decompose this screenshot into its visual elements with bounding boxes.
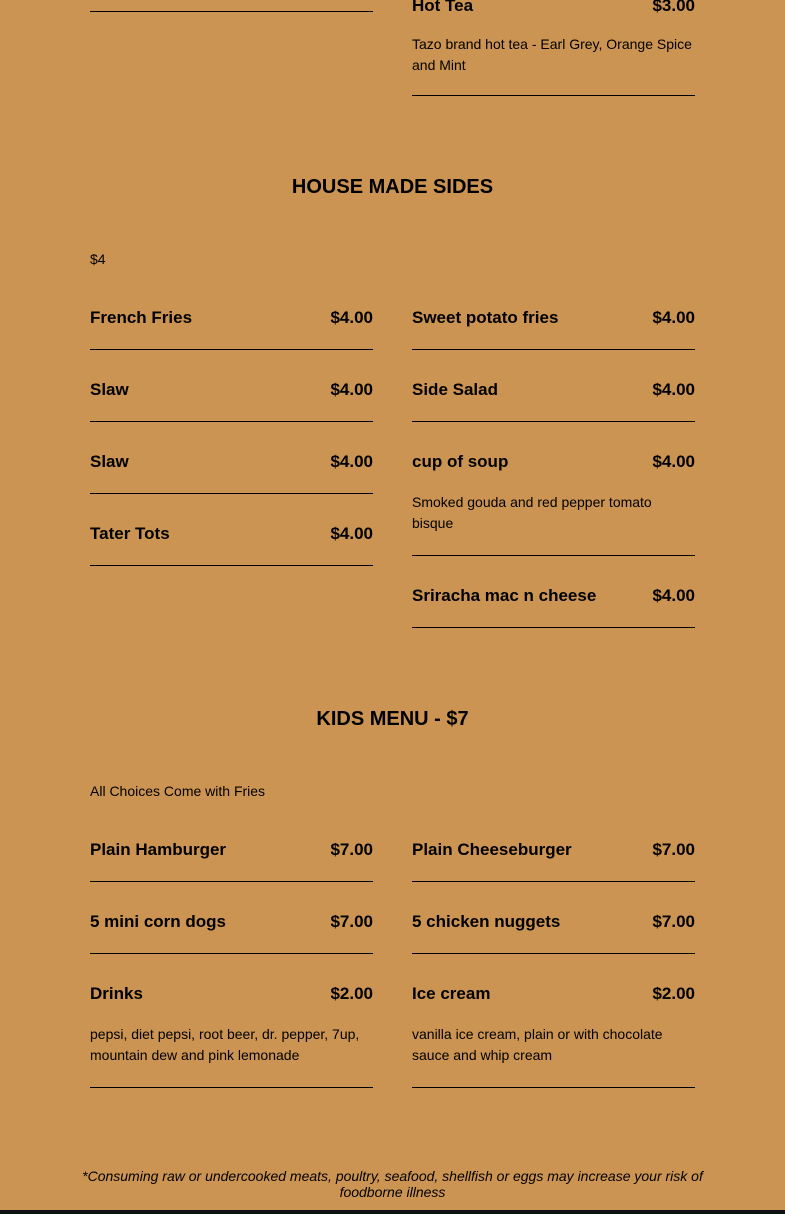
section-title-kids: KIDS MENU - $7 (316, 708, 469, 730)
menu-item-price: $7.00 (330, 840, 373, 859)
menu-item-price: $4.00 (652, 586, 695, 605)
menu-item-plain-hamburger (90, 840, 373, 882)
menu-item-name: Hot Tea (412, 0, 474, 15)
menu-item-price: $7.00 (330, 912, 373, 931)
menu-item-french-fries (90, 308, 373, 350)
menu-item-ice-cream (412, 984, 695, 1088)
menu-item-price: $4.00 (330, 524, 373, 543)
menu-item-price: $4.00 (652, 452, 695, 471)
menu-item-description: vanilla ice cream, plain or with chocolate sauce and whip cream (412, 1026, 663, 1063)
menu-item-price: $4.00 (652, 380, 695, 399)
menu-item-description: Smoked gouda and red pepper tomato bisque (412, 494, 652, 531)
menu-item-name: Plain Cheeseburger (412, 840, 572, 859)
menu-item-tater-tots (90, 524, 373, 566)
menu-item-drinks (90, 984, 373, 1088)
menu-item-sriracha-mac-n-cheese (412, 586, 695, 628)
menu-item-name: Slaw (90, 452, 129, 471)
menu-item-price: $7.00 (652, 840, 695, 859)
menu-item-name: Slaw (90, 380, 129, 399)
footer-bar (0, 1210, 785, 1214)
food-safety-disclaimer: *Consuming raw or undercooked meats, poultry, seafood, shellfish or eggs may increase your risk of foodborne illness (82, 1168, 703, 1200)
menu-item-price: $4.00 (330, 452, 373, 471)
menu-item-name: Ice cream (412, 984, 491, 1003)
menu-item-slaw (90, 452, 373, 494)
menu-item-name: cup of soup (412, 452, 509, 471)
menu-item-name: Plain Hamburger (90, 840, 227, 859)
menu-item-name: Side Salad (412, 380, 498, 399)
menu-item-price: $7.00 (652, 912, 695, 931)
menu-item-price: $4.00 (330, 380, 373, 399)
menu-item-slaw (90, 380, 373, 422)
menu-item-cup-of-soup (412, 452, 695, 556)
previous-item-divider (90, 11, 373, 12)
menu-item-hot-tea (412, 0, 695, 96)
menu-item-description: Tazo brand hot tea - Earl Grey, Orange Spice and Mint (412, 36, 692, 73)
menu-item-name: Sweet potato fries (412, 308, 559, 327)
menu-item-name: 5 mini corn dogs (90, 912, 227, 931)
menu-item-name: 5 chicken nuggets (412, 912, 561, 931)
section-note-kids: All Choices Come with Fries (90, 783, 266, 799)
menu-item-name: French Fries (90, 308, 193, 327)
menu-item-chicken-nuggets (412, 912, 695, 954)
menu-item-price: $2.00 (652, 984, 695, 1003)
menu-item-description: pepsi, diet pepsi, root beer, dr. pepper, 7up, mountain dew and pink lemonade (90, 1026, 360, 1063)
menu-item-name: Tater Tots (90, 524, 170, 543)
menu-item-name: Drinks (90, 984, 143, 1003)
menu-item-sweet-potato-fries (412, 308, 695, 350)
menu-item-name: Sriracha mac n cheese (412, 586, 597, 605)
menu-item-side-salad (412, 380, 695, 422)
menu-item-price: $4.00 (652, 308, 695, 327)
menu-item-price: $4.00 (330, 308, 373, 327)
menu-item-price: $3.00 (652, 0, 695, 15)
menu-item-price: $2.00 (330, 984, 373, 1003)
section-note-sides: $4 (90, 251, 106, 267)
menu-item-mini-corn-dogs (90, 912, 373, 954)
section-title-sides: HOUSE MADE SIDES (291, 176, 494, 198)
menu-item-plain-cheeseburger (412, 840, 695, 882)
